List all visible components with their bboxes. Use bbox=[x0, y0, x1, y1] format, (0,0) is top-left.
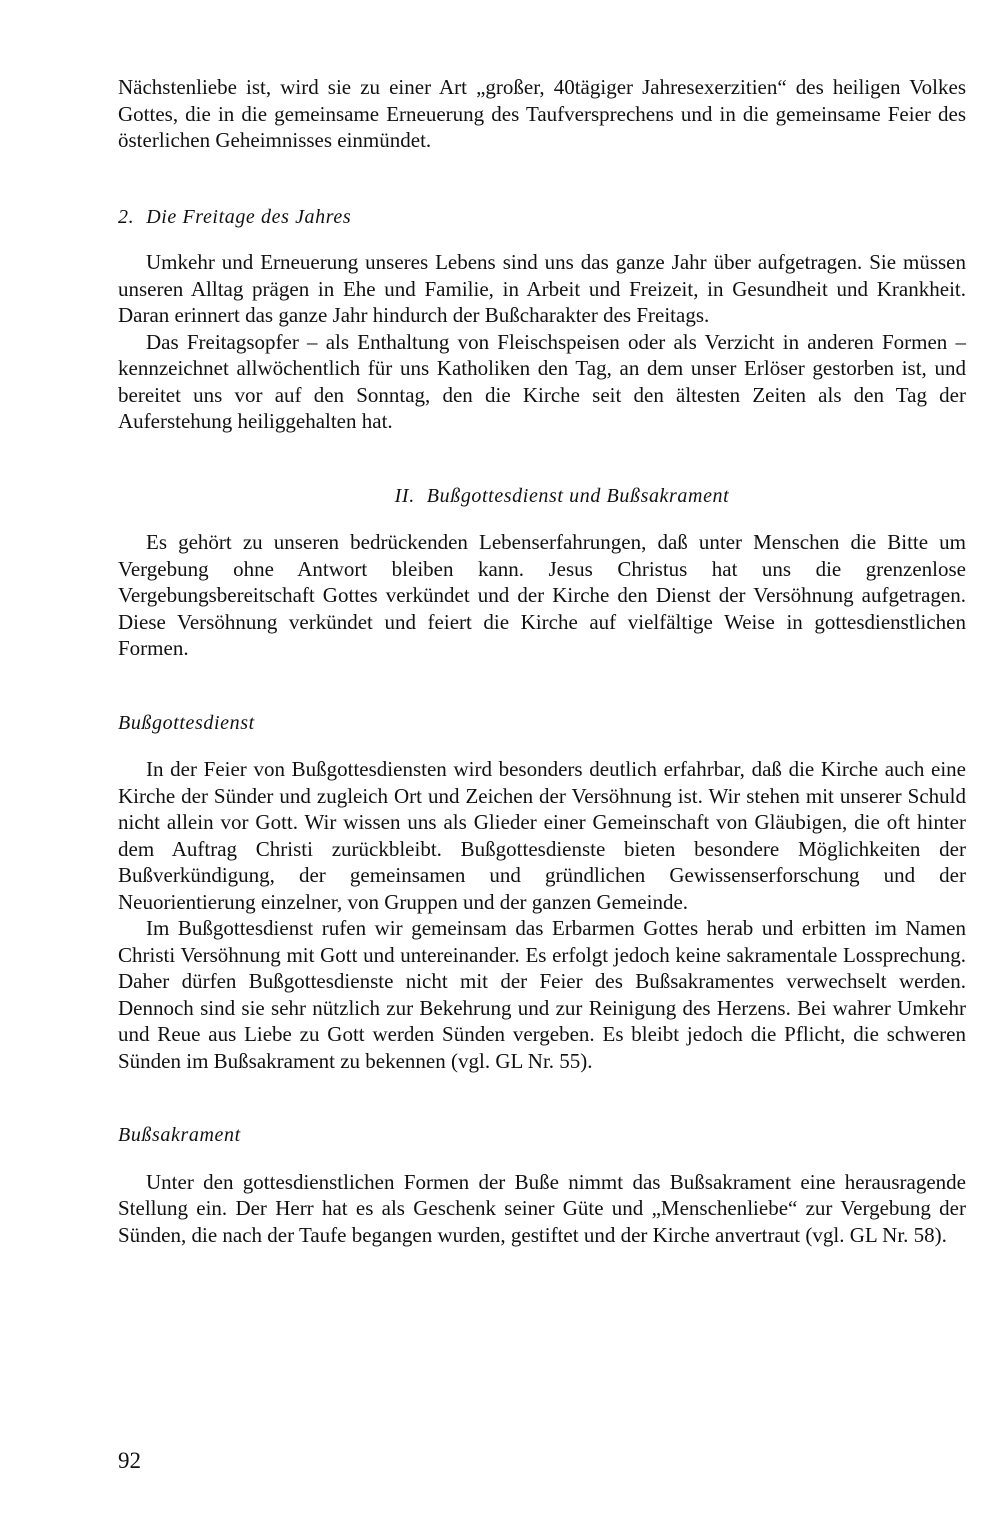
chapter-heading-busse bbox=[118, 483, 966, 510]
paragraph-feier-bussgottesdienste: In der Feier von Bußgottesdiensten wird besonders deutlich erfahrbar, daß die Kirche auch eine Kirche der Sünder und zugleich Ort und Zeichen der Versöhnung ist. Wir stehen mit unserer Schuld nicht allein vor Gott. Wir wissen uns als Glieder einer Gemeinschaft von Gläubigen, die oft hinter dem Auftrag Christi zurückbleibt. Bußgottesdienste bieten besondere Möglichkeiten der Bußverkündigung, der gemeinsamen und gründlichen Gewissenserforschung und der Neuorientierung einzelner, von Gruppen und der ganzen Gemeinde. bbox=[118, 757, 966, 914]
section-heading-freitage bbox=[118, 204, 966, 231]
page-number: 92 bbox=[118, 1448, 141, 1473]
chapter-number: II. bbox=[394, 484, 415, 507]
paragraph-freitagsopfer: Das Freitagsopfer – als Enthaltung von Fleischspeisen oder als Verzicht in anderen Formen – kennzeichnet allwöchentlich für uns Katholiken den Tag, an dem unser Erlöser gestorben ist, und bereitet uns vor auf den Sonntag, den die Kirche seit den ältesten Zeiten als den Tag der Auferstehung heiliggehalten hat. bbox=[118, 329, 966, 433]
subheading-busssakrament: Bußsakrament bbox=[118, 1124, 241, 1146]
paragraph-erbarmen: Im Bußgottesdienst rufen wir gemeinsam das Erbarmen Gottes herab und erbitten im Namen Christi Versöhnung mit Gott und untereinander. Es erfolgt jedoch keine sakramentale Lossprechung. Daher dürfen Bußgottesdienste nicht mit der Feier des Bußsakramentes verwechselt werden. Dennoch sind sie sehr nützlich zur Bekehrung und zur Reinigung des Herzens. Bei wahrer Umkehr und Reue aus Liebe zu Gott werden Sünden vergeben. Es bleibt jedoch die Pflicht, die schweren Sünden im Bußsakrament zu bekennen (vgl. GL Nr. 55). bbox=[118, 916, 966, 1073]
chapter-title: Bußgottesdienst und Bußsakrament bbox=[426, 484, 730, 507]
paragraph-vergebung: Es gehört zu unseren bedrückenden Lebenserfahrungen, daß unter Menschen die Bitte um Vergebung ohne Antwort bleiben kann. Jesus Christus hat uns die grenzenlose Vergebungsbereitschaft Gottes verkündet und der Kirche den Dienst der Versöhnung aufgetragen. Diese Versöhnung verkündet und feiert die Kirche auf vielfältige Weise in gottesdienstlichen Formen. bbox=[118, 530, 966, 660]
paragraph-umkehr: Umkehr und Erneuerung unseres Lebens sind uns das ganze Jahr über aufgetragen. Sie müssen unseren Alltag prägen in Ehe und Familie, in Arbeit und Freizeit, in Gesundheit und Krankheit. Daran erinnert das ganze Jahr hindurch der Bußcharakter des Freitags. bbox=[118, 250, 966, 327]
section-title: Die Freitage des Jahres bbox=[146, 205, 352, 228]
paragraph-continuation: Nächstenliebe ist, wird sie zu einer Art „großer, 40tägiger Jahresexerzitien“ des heiligen Volkes Gottes, die in die gemeinsame Erneuerung des Taufversprechens und in die gemeinsame Feier des österlichen Geheimnisses einmündet. bbox=[118, 75, 966, 152]
paragraph-busssakrament: Unter den gottesdienstlichen Formen der Buße nimmt das Bußsakrament eine herausragende Stellung ein. Der Herr hat es als Geschenk seiner Güte und „Menschenliebe“ zur Vergebung der Sünden, die nach der Taufe begangen wurden, gestiftet und der Kirche anvertraut (vgl. GL Nr. 58). bbox=[118, 1169, 966, 1247]
subheading-bussgottesdienst: Bußgottesdienst bbox=[118, 711, 255, 734]
page-body bbox=[118, 74, 966, 1248]
section-number: 2. bbox=[118, 205, 135, 228]
